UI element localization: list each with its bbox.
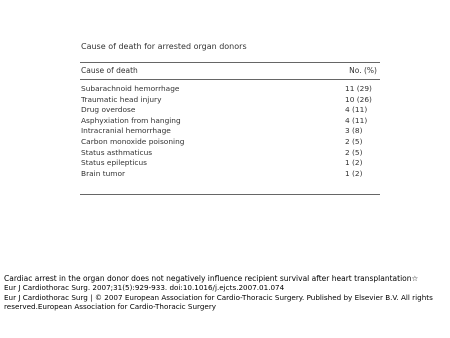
count-cell: 2 (5) (345, 147, 363, 157)
cause-cell: Intracranial hemorrhage (81, 126, 171, 136)
count-cell: 2 (5) (345, 136, 363, 146)
cause-cell: Status asthmaticus (81, 147, 153, 157)
count-cell: 3 (8) (345, 126, 363, 136)
count-cell: 1 (2) (345, 158, 363, 168)
table-header-row (81, 66, 377, 76)
table-row (81, 158, 377, 169)
count-cell: 4 (11) (345, 115, 368, 125)
figure-caption (4, 274, 448, 312)
cause-cell: Brain tumor (81, 168, 126, 178)
cause-cell: Carbon monoxide poisoning (81, 136, 185, 146)
table-row (81, 169, 377, 180)
count-cell: 4 (11) (345, 105, 368, 115)
table-figure (65, 38, 381, 200)
count-cell: 10 (26) (345, 94, 372, 104)
table-row (81, 126, 377, 137)
table-row (81, 137, 377, 148)
cause-cell: Subarachnoid hemorrhage (81, 84, 180, 93)
table-body (81, 84, 377, 179)
column-header-count: No. (%) (349, 66, 377, 75)
table-top-rule (80, 62, 380, 63)
table-header-rule (80, 79, 380, 80)
count-cell: 1 (2) (345, 168, 363, 178)
copyright-line-continued: reserved.European Association for Cardio-Thoracic Surgery (4, 302, 217, 312)
article-title: Cardiac arrest in the organ donor does not negatively influence recipient survival after heart transplantation☆ (4, 274, 419, 283)
copyright-line: Eur J Cardiothorac Surg | © 2007 European Association for Cardio-Thoracic Surgery. Published by Elsevier B.V. All rights (4, 292, 433, 302)
citation-line: Eur J Cardiothorac Surg. 2007;31(5):929-933. doi:10.1016/j.ejcts.2007.01.074 (4, 283, 285, 293)
cause-cell: Status epilepticus (81, 158, 148, 168)
table-bottom-rule (80, 194, 380, 195)
table-row (81, 95, 377, 106)
table-row (81, 116, 377, 127)
cause-cell: Drug overdose (81, 105, 136, 115)
table-title: Cause of death for arrested organ donors (81, 42, 247, 51)
table-row (81, 148, 377, 159)
count-cell: 11 (29) (345, 84, 372, 93)
column-header-cause: Cause of death (81, 66, 138, 75)
cause-cell: Traumatic head injury (81, 94, 162, 104)
table-row (81, 84, 377, 95)
table-row (81, 105, 377, 116)
cause-cell: Asphyxiation from hanging (81, 115, 181, 125)
